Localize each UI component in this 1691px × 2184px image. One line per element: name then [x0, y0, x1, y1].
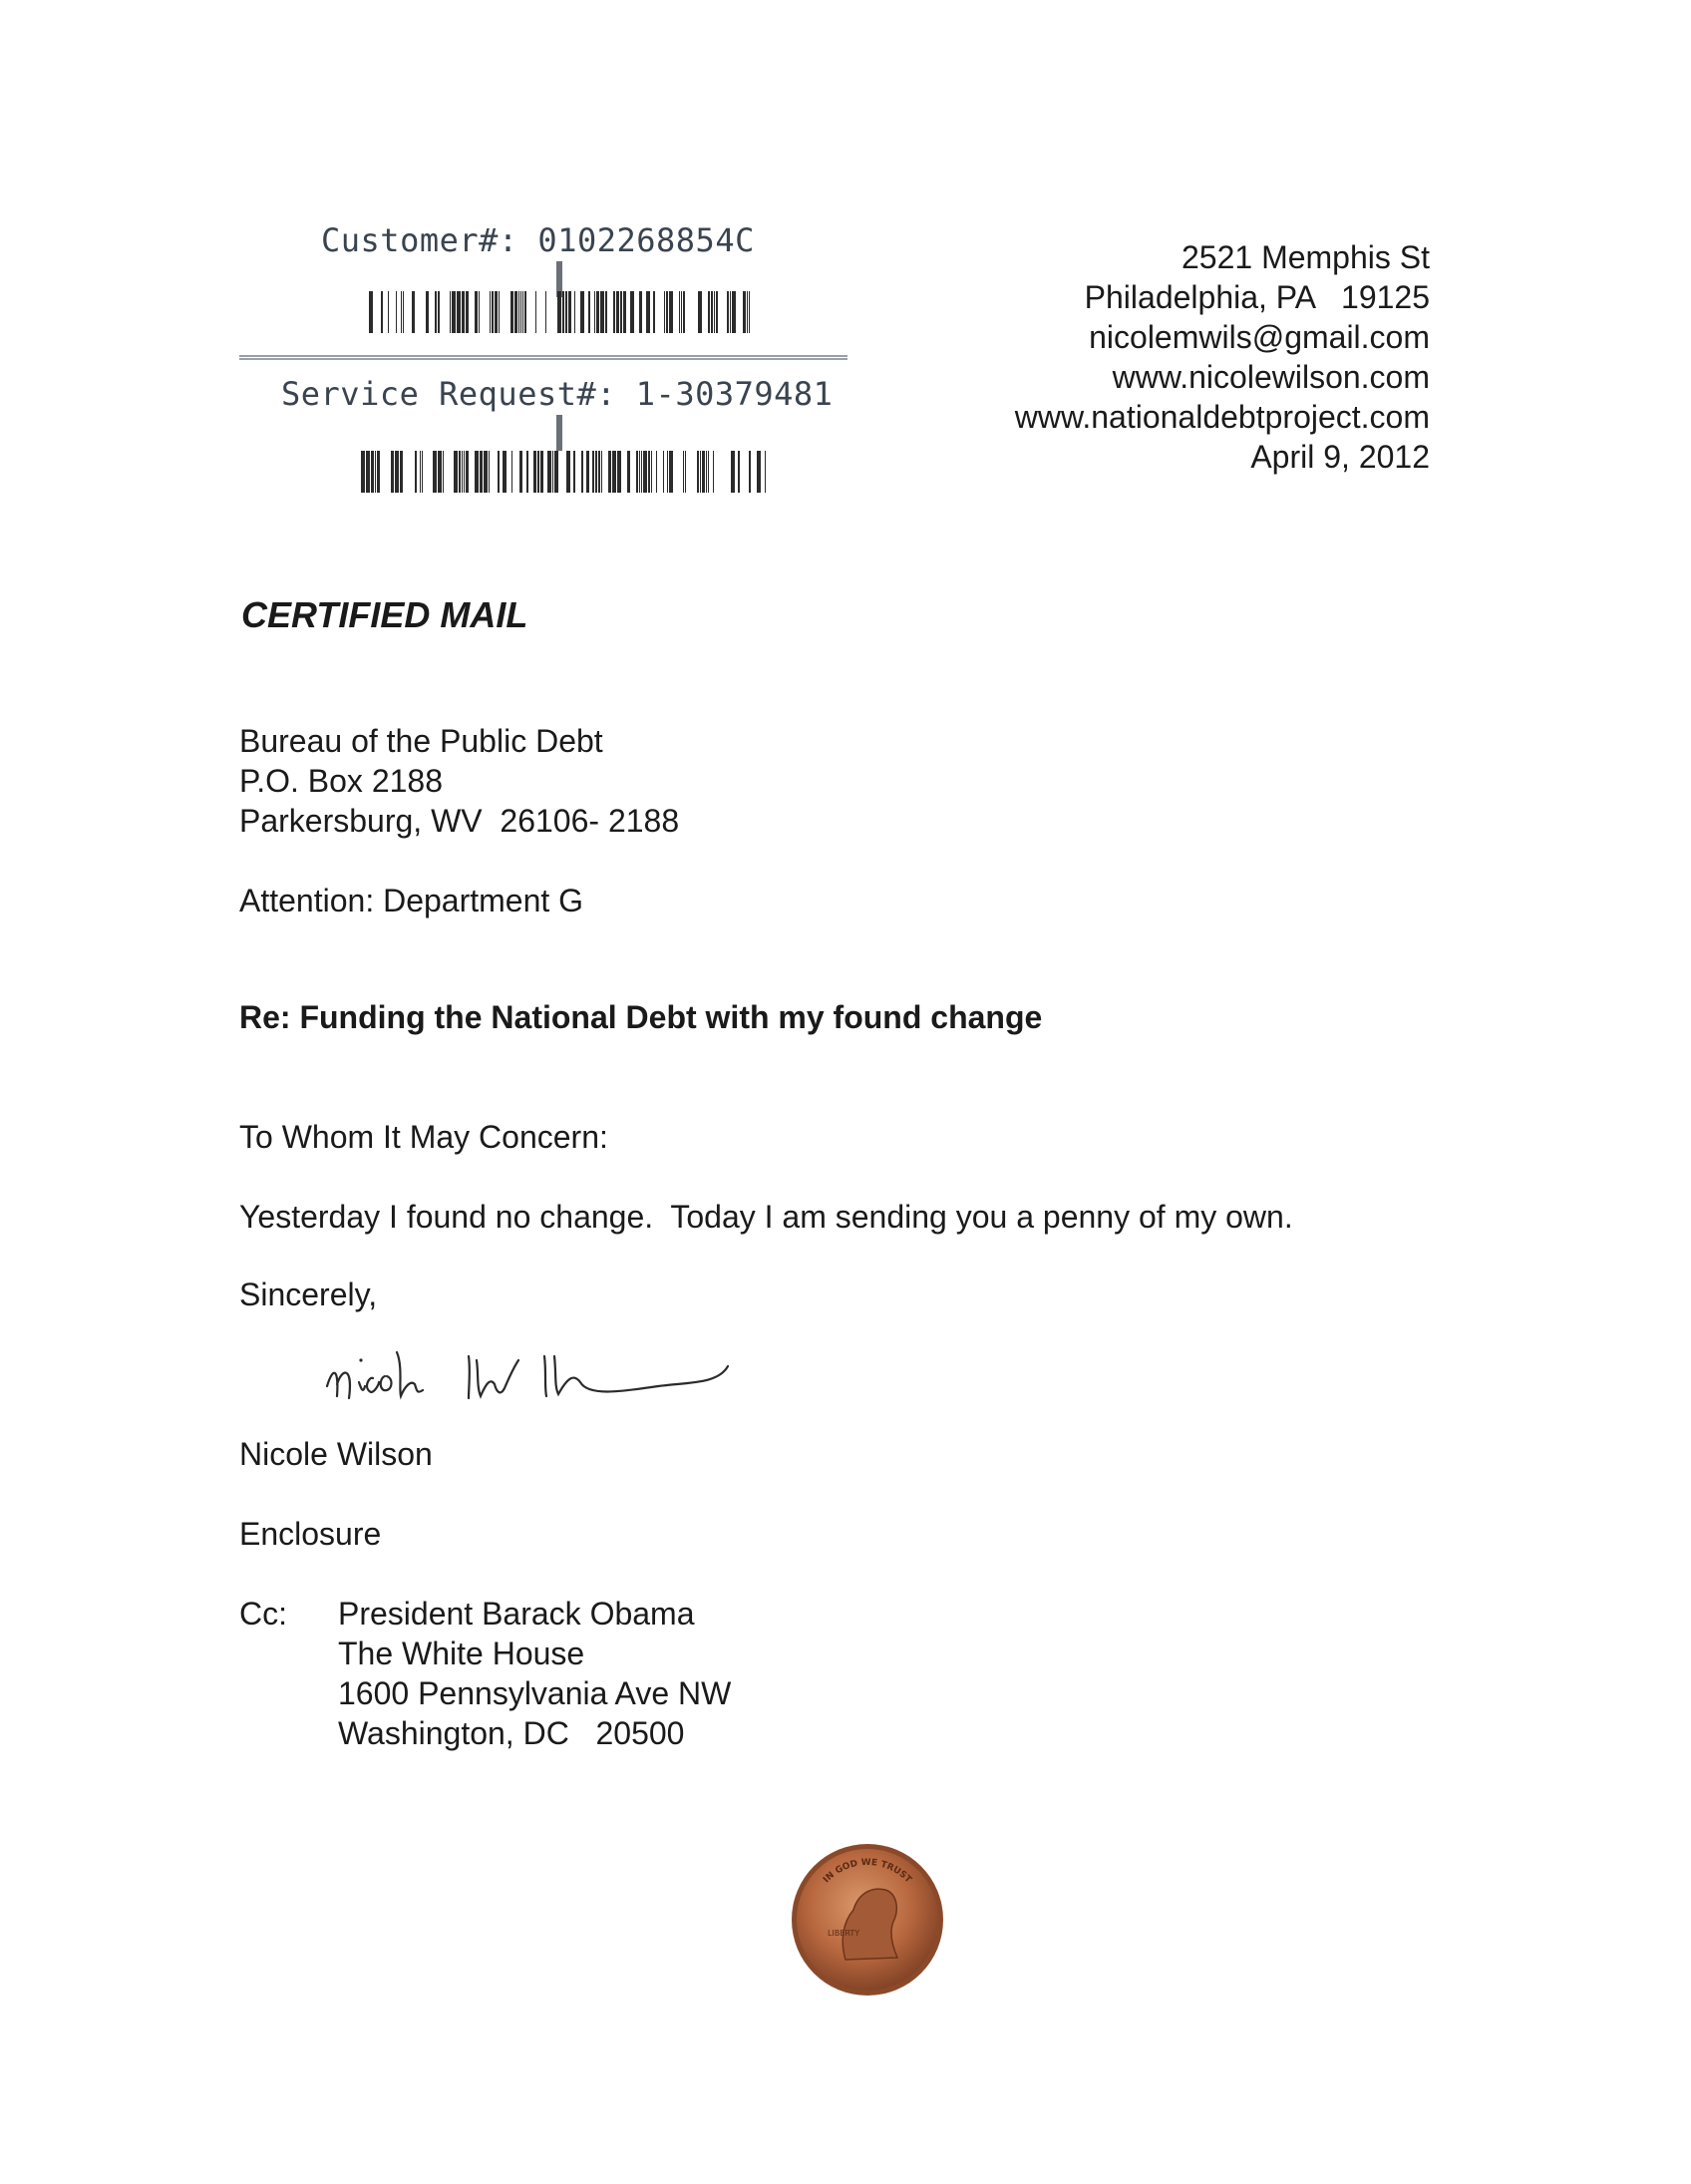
- barcode-bar: [580, 291, 584, 333]
- service-request-label: Service Request#: 1-30379481: [281, 375, 834, 413]
- barcode-bar: [730, 291, 731, 333]
- customer-barcode: [369, 291, 750, 333]
- return-address: [1015, 237, 1430, 477]
- barcode-bar: [377, 451, 380, 493]
- barcode-bar: [557, 291, 561, 333]
- barcode-bar: [475, 291, 478, 333]
- barcode-bar: [466, 451, 469, 493]
- barcode-bar: [511, 451, 512, 493]
- barcode-bar: [711, 291, 713, 333]
- barcode-bar: [391, 451, 394, 493]
- barcode-bar: [462, 451, 463, 493]
- cc-label: Cc:: [239, 1596, 287, 1632]
- barcode-bar: [375, 451, 376, 493]
- barcode-bar: [396, 291, 397, 333]
- closing: Sincerely,: [239, 1276, 378, 1312]
- barcode-bar: [545, 291, 546, 333]
- barcode-bar: [623, 291, 626, 333]
- recipient-address: [239, 721, 679, 841]
- barcode-bar: [663, 451, 664, 493]
- recipient-line: Bureau of the Public Debt: [239, 723, 603, 759]
- barcode-bar: [656, 451, 657, 493]
- barcode-bar: [412, 291, 415, 333]
- barcode-bar: [415, 451, 417, 493]
- barcode-bar: [403, 291, 404, 333]
- barcode-bar: [466, 291, 469, 333]
- barcode-bar: [395, 451, 399, 493]
- customer-number-label: Customer#: 0102268854C: [321, 221, 755, 259]
- barcode-bar: [433, 451, 437, 493]
- barcode-bar: [648, 451, 650, 493]
- barcode-bar: [480, 451, 483, 493]
- barcode-bar: [566, 451, 570, 493]
- barcode-bar: [537, 451, 539, 493]
- barcode-bar: [554, 451, 558, 493]
- barcode-bar: [731, 451, 735, 493]
- barcode-bar: [495, 291, 498, 333]
- barcode-bar: [749, 291, 750, 333]
- barcode-bar: [588, 291, 590, 333]
- barcode-bar: [743, 291, 746, 333]
- barcode-bar: [457, 291, 461, 333]
- barcode-bar: [612, 451, 616, 493]
- barcode-bar: [503, 451, 507, 493]
- barcode-bar: [643, 451, 647, 493]
- barcode-bar: [727, 291, 729, 333]
- barcode-bar: [562, 291, 564, 333]
- barcode-bar: [524, 291, 526, 333]
- penny-coin-image: [788, 1840, 947, 2000]
- cc-line: The White House: [338, 1636, 585, 1671]
- barcode-bar: [698, 291, 702, 333]
- barcode-bar: [596, 291, 599, 333]
- barcode-bar: [381, 291, 383, 333]
- barcode-bar: [568, 291, 571, 333]
- barcode-bar: [388, 291, 389, 333]
- barcode-bar: [540, 451, 543, 493]
- barcode-bar: [586, 451, 589, 493]
- barcode-bar: [714, 291, 715, 333]
- letter-date: April 9, 2012: [1250, 439, 1430, 475]
- barcode-bar: [627, 451, 630, 493]
- barcode-bar: [435, 291, 437, 333]
- barcode-bar: [679, 291, 680, 333]
- barcode-bar: [700, 451, 701, 493]
- barcode-bar: [573, 451, 575, 493]
- return-street: 2521 Memphis St: [1181, 239, 1430, 275]
- barcode-bar: [592, 451, 594, 493]
- barcode-bar: [581, 451, 583, 493]
- barcode-bar: [706, 451, 707, 493]
- barcode-bar: [685, 451, 686, 493]
- cc-line: President Barack Obama: [338, 1596, 695, 1632]
- salutation: To Whom It May Concern:: [239, 1119, 608, 1155]
- barcode-bar: [641, 451, 642, 493]
- barcode-bar: [426, 291, 429, 333]
- barcode-bar: [492, 291, 494, 333]
- barcode-bar: [522, 291, 523, 333]
- barcode-bar: [666, 291, 668, 333]
- barcode-bar: [639, 291, 642, 333]
- barcode-bar: [594, 291, 595, 333]
- barcode-bar: [598, 451, 600, 493]
- barcode-divider: [239, 355, 847, 360]
- barcode-bar: [519, 451, 522, 493]
- barcode-bar: [574, 291, 575, 333]
- barcode-bar: [708, 451, 709, 493]
- barcode-bar: [697, 451, 699, 493]
- barcode-bar: [369, 291, 373, 333]
- barcode-bar: [475, 451, 479, 493]
- return-website: www.nicolewilson.com: [1112, 359, 1430, 395]
- handwritten-signature: [319, 1326, 818, 1436]
- barcode-bar: [702, 451, 705, 493]
- barcode-bar: [422, 451, 423, 493]
- cc-address: [338, 1594, 731, 1753]
- barcode-bar: [600, 291, 604, 333]
- barcode-bar: [595, 451, 597, 493]
- barcode-bar: [420, 451, 421, 493]
- certified-mail-heading: CERTIFIED MAIL: [241, 594, 528, 635]
- recipient-line: Parkersburg, WV 26106- 2188: [239, 803, 680, 839]
- barcode-bar: [565, 291, 567, 333]
- subject-line: Re: Funding the National Debt with my found change: [239, 999, 1043, 1035]
- barcode-bar: [681, 291, 682, 333]
- letter-body: Yesterday I found no change. Today I am sending you a penny of my own.: [239, 1199, 1293, 1235]
- barcode-bar: [639, 451, 640, 493]
- barcode-bar: [669, 291, 673, 333]
- barcode-bar: [514, 291, 517, 333]
- barcode-bar: [438, 451, 442, 493]
- barcode-bar: [526, 451, 528, 493]
- barcode-bar: [366, 451, 370, 493]
- barcode-bar: [462, 291, 465, 333]
- barcode-bar: [484, 451, 488, 493]
- cc-line: Washington, DC 20500: [338, 1715, 685, 1751]
- penny-liberty: LIBERTY: [828, 1929, 860, 1938]
- barcode-bar: [371, 451, 374, 493]
- barcode-bar: [651, 451, 652, 493]
- barcode-bar: [489, 451, 490, 493]
- return-city: Philadelphia, PA 19125: [1084, 279, 1430, 315]
- barcode-bar: [620, 291, 622, 333]
- barcode-bar: [617, 451, 621, 493]
- return-email: nicolemwils@gmail.com: [1089, 319, 1430, 355]
- barcode-bar: [683, 451, 684, 493]
- barcode-bar: [520, 291, 521, 333]
- attention-line: Attention: Department G: [239, 883, 584, 918]
- recipient-line: P.O. Box 2188: [239, 763, 443, 799]
- barcode-bar: [401, 291, 402, 333]
- barcode-bar: [400, 451, 403, 493]
- barcode-bar: [747, 291, 748, 333]
- barcode-bar: [450, 291, 451, 333]
- barcode-bar: [518, 291, 519, 333]
- barcode-bar: [464, 451, 465, 493]
- barcode-bar: [535, 291, 536, 333]
- service-request-barcode: [361, 451, 770, 493]
- barcode-bar: [653, 291, 655, 333]
- barcode-bar: [454, 451, 458, 493]
- barcode-bar: [667, 451, 668, 493]
- barcode-bar: [613, 291, 615, 333]
- barcode-bar: [510, 291, 513, 333]
- barcode-bar: [443, 451, 444, 493]
- barcode-bar: [452, 291, 456, 333]
- barcode-bar: [757, 451, 761, 493]
- barcode-bar: [547, 451, 551, 493]
- barcode-bar: [608, 451, 611, 493]
- enclosure-note: Enclosure: [239, 1516, 382, 1552]
- barcode-bar: [738, 451, 740, 493]
- barcode-bar: [630, 291, 634, 333]
- barcode-bar: [459, 451, 461, 493]
- penny-motto: IN GOD WE TRUST: [822, 1857, 913, 1886]
- barcode-bar: [749, 451, 751, 493]
- barcode-bar: [636, 451, 638, 493]
- barcode-bar: [765, 451, 766, 493]
- return-website-2: www.nationaldebtproject.com: [1014, 399, 1430, 435]
- barcode-bar: [438, 291, 440, 333]
- barcode-bar: [646, 291, 650, 333]
- barcode-bar: [499, 291, 500, 333]
- barcode-bar: [616, 291, 619, 333]
- signer-name: Nicole Wilson: [239, 1436, 433, 1472]
- barcode-bar: [683, 291, 685, 333]
- barcode-bar: [716, 291, 718, 333]
- barcode-bar: [533, 451, 536, 493]
- barcode-tick-marker: [556, 415, 562, 451]
- barcode-bar: [601, 451, 602, 493]
- barcode-bar: [732, 291, 736, 333]
- barcode-bar: [664, 291, 665, 333]
- barcode-bar: [498, 451, 500, 493]
- barcode-bar: [669, 451, 673, 493]
- barcode-bar: [490, 291, 491, 333]
- barcode-bar: [479, 291, 480, 333]
- cc-line: 1600 Pennsylvania Ave NW: [338, 1675, 732, 1711]
- barcode-bar: [713, 451, 714, 493]
- barcode-bar: [361, 451, 365, 493]
- barcode-bar: [708, 291, 710, 333]
- barcode-bar: [552, 451, 553, 493]
- barcode-bar: [605, 291, 607, 333]
